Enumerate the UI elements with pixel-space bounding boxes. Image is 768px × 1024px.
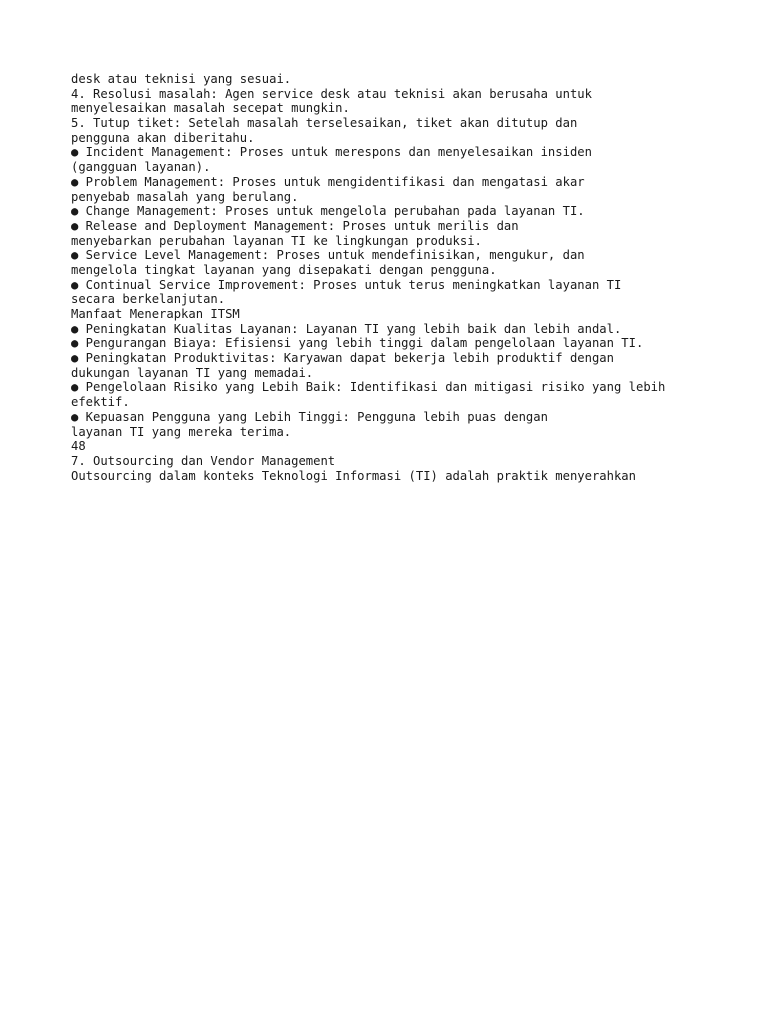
document-page <box>71 72 751 483</box>
text-line: secara berkelanjutan. <box>71 292 226 307</box>
bullet-line: ● Incident Management: Proses untuk merespons dan menyelesaikan insiden <box>71 145 592 160</box>
bullet-line: ● Peningkatan Kualitas Layanan: Layanan TI yang lebih baik dan lebih andal. <box>71 321 622 336</box>
section-heading: 7. Outsourcing dan Vendor Management <box>71 453 336 468</box>
text-line: menyebarkan perubahan layanan TI ke lingkungan produksi. <box>71 233 482 248</box>
text-line: layanan TI yang mereka terima. <box>71 424 292 439</box>
bullet-line: ● Service Level Management: Proses untuk mendefinisikan, mengukur, dan <box>71 248 585 263</box>
bullet-line: ● Pengurangan Biaya: Efisiensi yang lebih tinggi dalam pengelolaan layanan TI. <box>71 336 644 351</box>
text-line: desk atau teknisi yang sesuai. <box>71 72 292 86</box>
text-line: menyelesaikan masalah secepat mungkin. <box>71 101 350 116</box>
text-line: mengelola tingkat layanan yang disepakati dengan pengguna. <box>71 262 497 277</box>
text-line: dukungan layanan TI yang memadai. <box>71 365 314 380</box>
bullet-line: ● Problem Management: Proses untuk mengidentifikasi dan mengatasi akar <box>71 174 585 189</box>
bullet-line: ● Pengelolaan Risiko yang Lebih Baik: Identifikasi dan mitigasi risiko yang lebih <box>71 380 666 395</box>
bullet-line: ● Release and Deployment Management: Proses untuk merilis dan <box>71 218 519 233</box>
bullet-line: ● Peningkatan Produktivitas: Karyawan dapat bekerja lebih produktif dengan <box>71 351 614 366</box>
text-line: pengguna akan diberitahu. <box>71 130 255 145</box>
text-line: (gangguan layanan). <box>71 160 211 175</box>
text-line: penyebab masalah yang berulang. <box>71 189 299 204</box>
text-line: efektif. <box>71 395 130 410</box>
page-number: 48 <box>71 439 86 454</box>
section-heading: Manfaat Menerapkan ITSM <box>71 307 240 321</box>
bullet-line: ● Change Management: Proses untuk mengelola perubahan pada layanan TI. <box>71 204 585 219</box>
text-line: 4. Resolusi masalah: Agen service desk atau teknisi akan berusaha untuk <box>71 86 592 101</box>
text-line: 5. Tutup tiket: Setelah masalah terselesaikan, tiket akan ditutup dan <box>71 116 578 131</box>
text-line: Outsourcing dalam konteks Teknologi Informasi (TI) adalah praktik menyerahkan <box>71 468 636 483</box>
bullet-line: ● Continual Service Improvement: Proses untuk terus meningkatkan layanan TI <box>71 277 622 292</box>
bullet-line: ● Kepuasan Pengguna yang Lebih Tinggi: Pengguna lebih puas dengan <box>71 409 548 424</box>
